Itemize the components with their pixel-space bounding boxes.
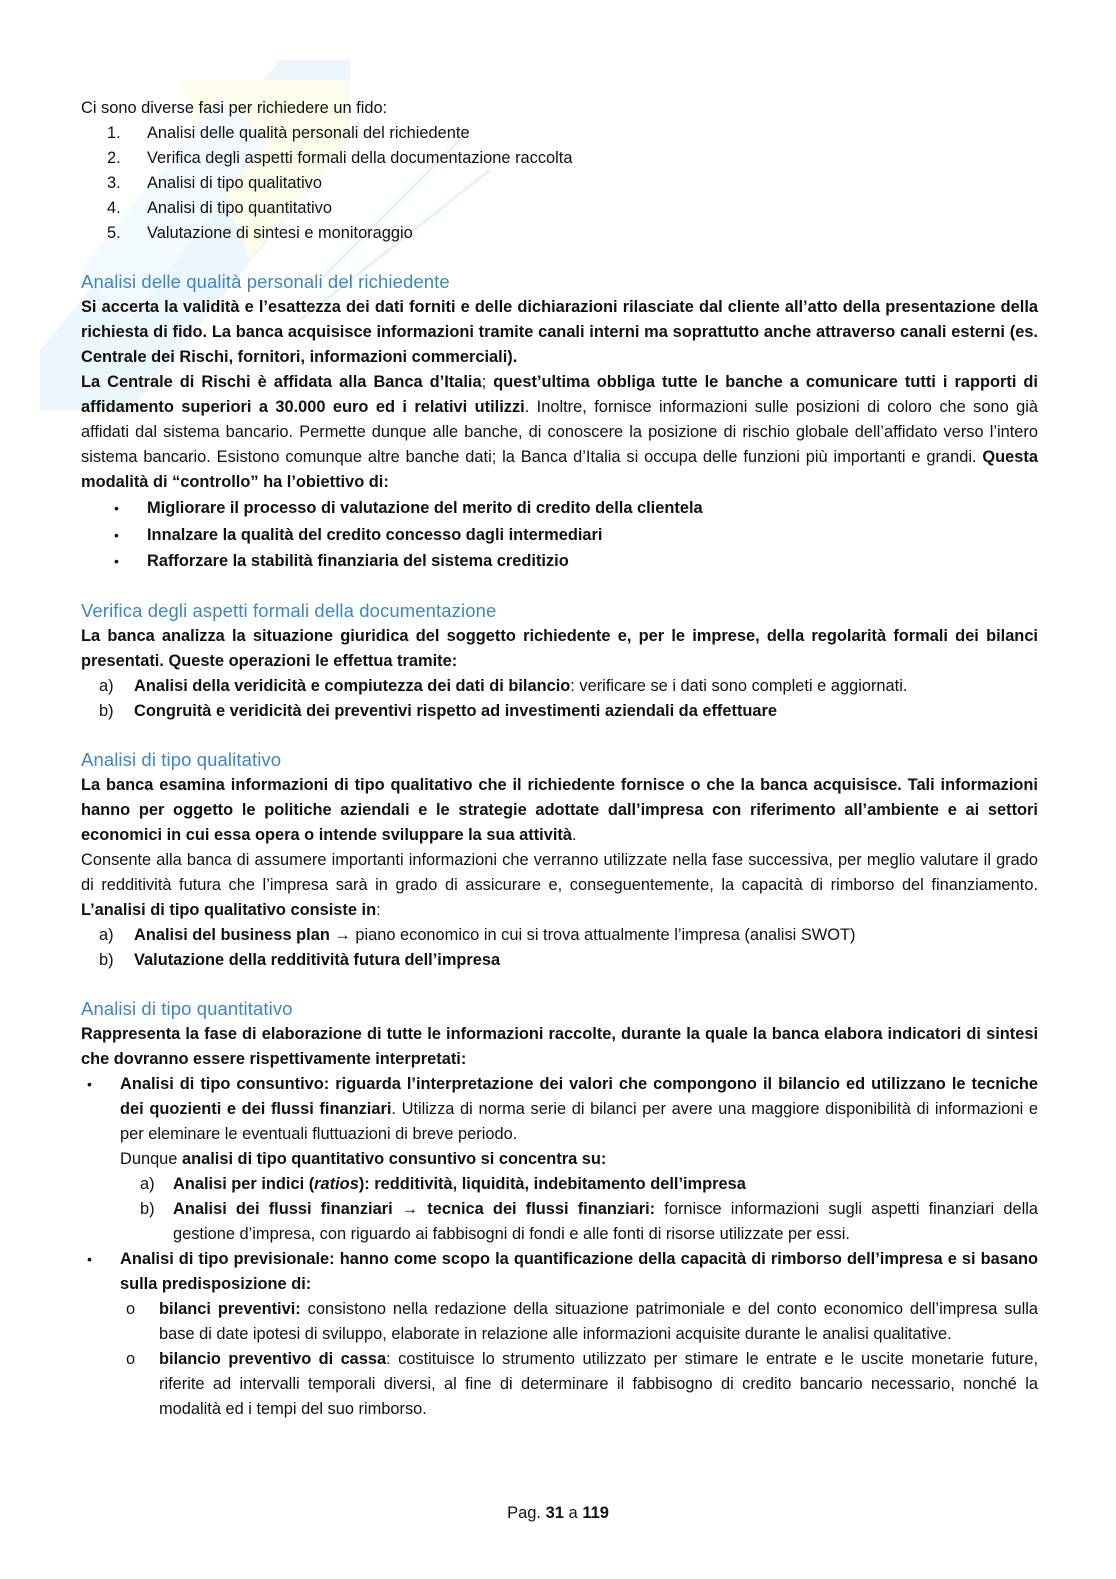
bullet-icon: • [114, 553, 119, 569]
item-text: Analisi delle qualità personali del richiedente [147, 124, 470, 142]
list-item [81, 221, 1038, 246]
arrow-right-icon: → [401, 1199, 419, 1218]
bold-text: Valutazione della redditività futura dell’impresa [134, 950, 501, 969]
list-item [81, 495, 1038, 522]
list-item [81, 1072, 1038, 1247]
paragraph [81, 773, 1038, 848]
list-item [81, 522, 1038, 549]
page-number: 31 [545, 1504, 564, 1522]
text: : [376, 900, 381, 919]
list-item [81, 1347, 1038, 1422]
list-item [81, 196, 1038, 221]
item-number: 2. [107, 149, 121, 167]
bold-text: Innalzare la qualità del credito concesso dagli intermediari [147, 525, 603, 544]
page-content [81, 96, 1038, 1422]
bold-text: bilancio preventivo di cassa [159, 1349, 387, 1368]
consuntivo-list [120, 1172, 1038, 1247]
qualitative-list [81, 923, 1038, 973]
arrow-right-icon: → [334, 925, 351, 944]
bullet-icon: • [114, 500, 119, 516]
text: ; [481, 373, 494, 391]
list-item [81, 121, 1038, 146]
text: piano economico in cui si trova attualmente l’impresa (analisi SWOT) [350, 925, 856, 944]
item-letter: a) [99, 676, 114, 695]
list-item [81, 1247, 1038, 1422]
bold-text: Analisi per indici ( [173, 1174, 315, 1193]
bold-text: tecnica dei flussi finanziari: [418, 1199, 656, 1218]
item-number: 5. [107, 224, 121, 242]
bullet-icon: • [87, 1075, 92, 1092]
text: fornisce informazioni sugli aspetti finanziari della gestione d’impresa, con riguardo ai fabbisogni di fondi e alle fonti di risorse utilizzate per essi. [173, 1199, 1038, 1243]
circle-bullet-icon: o [126, 1349, 136, 1368]
bold-text: Analisi di tipo consuntivo: riguarda l’interpretazione dei valori che compongono il bilancio ed utilizzano le tecniche dei quozienti e dei flussi finanziari [120, 1074, 1038, 1118]
bold-text: Analisi del business plan [134, 925, 330, 944]
section-heading-formal-aspects: Verifica degli aspetti formali della documentazione [81, 599, 497, 621]
item-letter: a) [99, 925, 114, 944]
bold-text: ): redditività, liquidità, indebitamento dell’impresa [358, 1174, 746, 1193]
italic-text: ratios [314, 1174, 359, 1193]
bold-text: La banca analizza la situazione giuridica del soggetto richiedente e, per le imprese, della regolarità formali dei bilanci presentati. Queste operazioni le effettua tramite: [81, 626, 1038, 670]
text: : verificare se i dati sono completi e aggiornati. [570, 676, 908, 695]
item-text: Analisi di tipo quantitativo [147, 199, 332, 217]
bold-text: L’analisi di tipo qualitativo consiste in [81, 900, 377, 919]
item-number: 3. [107, 174, 121, 192]
bold-text: analisi di tipo quantitativo consuntivo si concentra su: [181, 1149, 607, 1168]
bold-text: Analisi dei flussi finanziari [173, 1199, 402, 1218]
bullet-icon: • [87, 1250, 92, 1267]
text: Consente alla banca di assumere importanti informazioni che verranno utilizzate nella fase successiva, per meglio valutare il grado di redditività futura che l’impresa sarà in grado di assicurare e, conseguentemente, la capacità di rimborso del finanziamento. [81, 850, 1038, 894]
bold-text: Si accerta la validità e l’esattezza dei dati forniti e delle dichiarazioni rilasciate dal cliente all’atto della presentazione della richiesta di fido. La banca acquisisce informazioni tramite canali interni ma soprattutto anche attraverso canali esterni (es. Centrale dei Rischi, fornitori, informazioni commerciali). [81, 298, 1038, 366]
page-label: Pag. [507, 1504, 546, 1522]
bold-text: quest’ultima obbliga tutte le banche a comunicare tutti i rapporti di affidamento superiori a 30.000 euro ed i relativi utilizzi [81, 373, 1038, 416]
paragraph [81, 1022, 1038, 1072]
text: . Inoltre, fornisce informazioni sulle posizioni di coloro che sono già affidati dal sistema bancario. Permette dunque alle banche, di conoscere la posizione di rischio globale dell’affidato verso l’intero sistema bancario. Esistono comunque altre banche dati; la Banca d’Italia si occupa delle funzioni più importanti e grandi. [81, 398, 1038, 466]
item-text: Valutazione di sintesi e monitoraggio [147, 224, 413, 242]
bold-text: Analisi di tipo previsionale: hanno come scopo la quantificazione della capacità di rimborso dell’impresa e si basano sulla predisposizione di: [120, 1249, 1038, 1293]
item-letter: b) [99, 950, 114, 969]
text: . [571, 825, 577, 844]
list-item [120, 1197, 1038, 1247]
phases-list [81, 121, 1038, 246]
bold-text: Analisi della veridicità e compiutezza dei dati di bilancio [134, 676, 571, 695]
list-item [81, 674, 1038, 699]
bullet-icon: • [114, 526, 119, 543]
section-heading-qualitative: Analisi di tipo qualitativo [81, 748, 282, 770]
text: consistono nella redazione della situazione patrimoniale e del conto economico dell’impresa sulla base di date ipotesi di sviluppo, elaborate in relazione alle informazioni acquisite durante le analisi qualitative. [159, 1299, 1038, 1343]
paragraph [81, 848, 1038, 923]
text: . Utilizza di norma serie di bilanci per avere una maggiore disponibilità di informazioni e per eleminare le eventuali fluttuazioni di breve periodo. [120, 1099, 1038, 1143]
page-footer [0, 1501, 1116, 1526]
item-number: 1. [107, 124, 121, 142]
formal-checks-list [81, 674, 1038, 724]
item-text: Verifica degli aspetti formali della documentazione raccolta [147, 149, 573, 167]
list-item [81, 171, 1038, 196]
previsionale-list [81, 1297, 1038, 1422]
list-item [81, 699, 1038, 724]
item-letter: a) [140, 1174, 155, 1193]
page-total: 119 [582, 1504, 609, 1522]
list-item [81, 1297, 1038, 1347]
list-item [81, 923, 1038, 948]
page-separator: a [563, 1504, 583, 1522]
list-item [81, 146, 1038, 171]
item-number: 4. [107, 199, 121, 217]
bold-text: Migliorare il processo di valutazione del merito di credito della clientela [147, 499, 703, 517]
item-text: Analisi di tipo qualitativo [147, 174, 322, 192]
bold-text: Rappresenta la fase di elaborazione di tutte le informazioni raccolte, durante la quale la banca elabora indicatori di sintesi che dovranno essere rispettivamente interpretati: [81, 1024, 1038, 1068]
bold-text: Questa modalità di “controllo” ha l’obiettivo di: [81, 448, 1038, 491]
list-item [81, 548, 1038, 575]
bold-text: Rafforzare la stabilità finanziaria del sistema creditizio [147, 552, 569, 570]
quantitative-list [81, 1072, 1038, 1422]
intro-text: Ci sono diverse fasi per richiedere un fido: [81, 99, 388, 117]
bold-text: La banca esamina informazioni di tipo qualitativo che il richiedente fornisce o che la banca acquisisce. Tali informazioni hanno per oggetto le politiche aziendali e le strategie adottate dall’impresa con riferimento all’ambiente e ai settori economici in cui essa opera o intende sviluppare la sua attività [81, 775, 1038, 844]
bold-text: bilanci preventivi: [159, 1299, 301, 1318]
paragraph [81, 295, 1038, 370]
list-item [120, 1172, 1038, 1197]
item-letter: b) [99, 701, 114, 720]
paragraph [81, 370, 1038, 495]
paragraph [81, 624, 1038, 674]
section-heading-personal-qualities: Analisi delle qualità personali del richiedente [81, 271, 450, 292]
text: : costituisce lo strumento utilizzato per stimare le entrate e le uscite monetarie future, riferite ad intervalli temporali diversi, al fine di determinare il fabbisogno di credito bancario necessario, nonché la modalità ed i tempi del suo rimborso. [159, 1349, 1039, 1418]
bold-text: Congruità e veridicità dei preventivi rispetto ad investimenti aziendali da effettuare [134, 701, 778, 720]
bold-text: La Centrale di Rischi è affidata alla Banca d’Italia [81, 373, 482, 391]
section-heading-quantitative: Analisi di tipo quantitativo [81, 997, 293, 1019]
item-letter: b) [140, 1199, 155, 1218]
list-item [81, 948, 1038, 973]
objectives-list [81, 495, 1038, 575]
text: Dunque [120, 1149, 182, 1168]
circle-bullet-icon: o [126, 1299, 136, 1318]
